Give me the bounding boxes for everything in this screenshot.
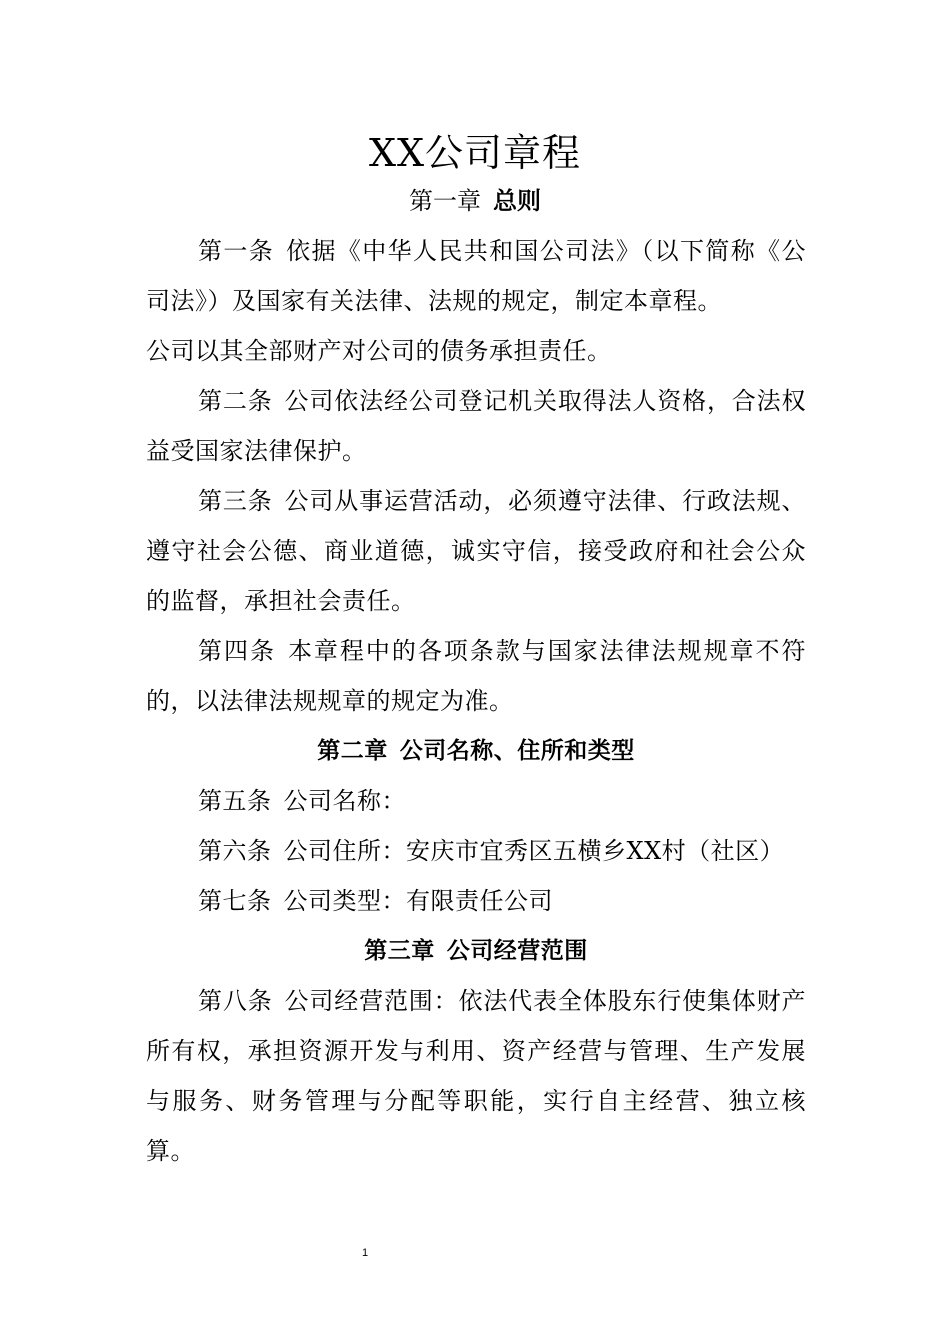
document-body	[146, 226, 806, 1176]
article-text: 公司以其全部财产对公司的债务承担责任。	[146, 337, 612, 365]
article-1	[146, 226, 806, 326]
chapter-heading-1	[0, 184, 950, 218]
chapter-heading-2	[146, 726, 806, 776]
article-text: 依据《中华人民共和国公司法》（以下简称《公司法》）及国家有关法律、法规的规定，制定本章程。	[146, 237, 806, 315]
article-text: 公司从事运营活动，必须遵守法律、行政法规、遵守社会公德、商业道德，诚实守信，接受政府和社会公众的监督，承担社会责任。	[146, 487, 807, 615]
article-text: 公司类型：有限责任公司	[283, 887, 553, 915]
article-text: 公司经营范围：依法代表全体股东行使集体财产所有权，承担资源开发与利用、资产经营与管理、生产发展与服务、财务管理与分配等职能，实行自主经营、独立核算。	[146, 987, 807, 1165]
article-5	[146, 776, 806, 826]
article-label: 第五条	[198, 787, 272, 815]
article-6	[146, 826, 806, 876]
article-4	[146, 626, 806, 726]
article-label: 第四条	[198, 637, 276, 665]
chapter-heading-3	[146, 926, 806, 976]
article-label: 第七条	[198, 887, 272, 915]
chapter-name: 公司经营范围	[446, 938, 588, 964]
chapter-name: 公司名称、住所和类型	[399, 738, 635, 764]
article-1-continuation	[146, 326, 806, 376]
article-7	[146, 876, 806, 926]
chapter-name: 总则	[493, 187, 541, 215]
chapter-number: 第二章	[317, 738, 388, 764]
article-label: 第六条	[198, 837, 272, 865]
article-text: 公司住所：安庆市宜秀区五横乡XX村（社区）	[283, 837, 785, 865]
article-label: 第一条	[198, 237, 275, 265]
article-label: 第二条	[198, 387, 273, 415]
article-3	[146, 476, 806, 626]
page-number: 1	[361, 1247, 369, 1259]
article-8	[146, 976, 806, 1176]
article-text: 公司依法经公司登记机关取得法人资格，合法权益受国家法律保护。	[146, 387, 807, 465]
article-text: 公司名称：	[283, 787, 406, 815]
article-label: 第三条	[198, 487, 273, 515]
article-label: 第八条	[198, 987, 273, 1015]
article-2	[146, 376, 806, 476]
article-text: 本章程中的各项条款与国家法律法规规章不符的，以法律法规规章的规定为准。	[146, 637, 807, 715]
chapter-number: 第三章	[364, 938, 435, 964]
chapter-number: 第一章	[409, 187, 481, 215]
document-title: XX公司章程	[368, 131, 582, 175]
